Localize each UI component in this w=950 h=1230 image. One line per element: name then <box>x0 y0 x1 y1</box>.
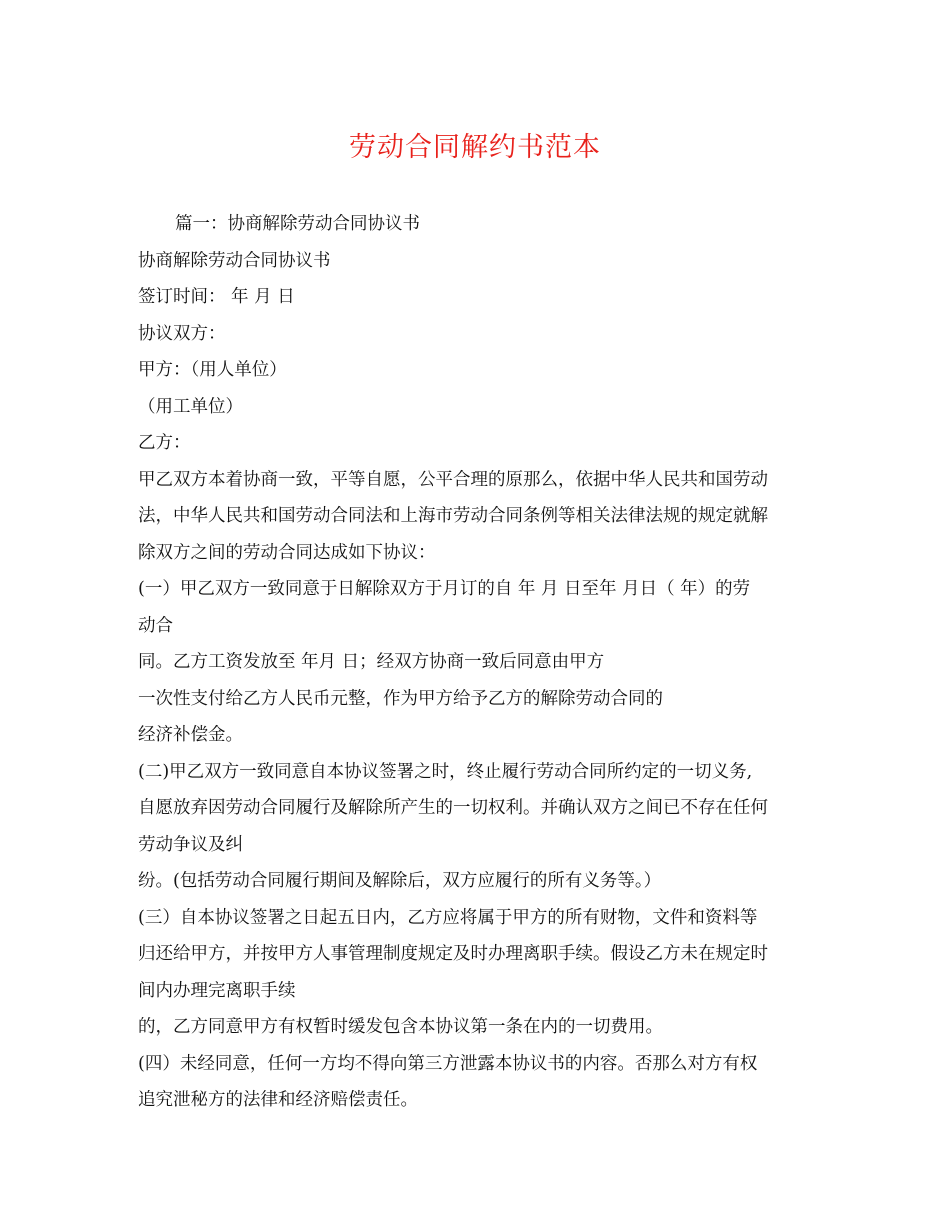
text-line: 纷。(包括劳动合同履行期间及解除后，双方应履行的所有义务等。） <box>138 871 662 891</box>
text-line: (三）自本协议签署之日起五日内，乙方应将属于甲方的所有财物，文件和资料等 <box>138 907 758 928</box>
text-line: (二)甲乙双方一致同意自本协议签署之时，终止履行劳动合同所约定的一切义务, <box>138 761 753 782</box>
text-line: 经济补偿金。 <box>138 725 243 745</box>
text-line: 劳动争议及纠 <box>138 834 243 855</box>
text-line: （用工单位） <box>138 396 243 417</box>
text-line: 协商解除劳动合同协议书 <box>138 250 331 271</box>
text-line: 甲乙双方本着协商一致，平等自愿，公平合理的原那么，依据中华人民共和国劳动 <box>138 469 768 490</box>
section-heading: 篇一：协商解除劳动合同协议书 <box>175 214 420 234</box>
text-line: 乙方： <box>138 433 191 453</box>
text-line: 动合 <box>138 615 173 636</box>
text-line: 签订时间： 年 月 日 <box>138 287 295 307</box>
text-line: 自愿放弃因劳动合同履行及解除所产生的一切权利。并确认双方之间已不存在任何 <box>138 798 768 818</box>
text-line: 协议双方： <box>138 323 226 344</box>
text-line: 法，中华人民共和国劳动合同法和上海市劳动合同条例等相关法律法规的规定就解 <box>138 506 768 526</box>
text-line: 的，乙方同意甲方有权暂时缓发包含本协议第一条在内的一切费用。 <box>138 1017 663 1037</box>
text-line: 一次性支付给乙方人民币元整，作为甲方给予乙方的解除劳动合同的 <box>138 688 663 709</box>
text-line: 归还给甲方，并按甲方人事管理制度规定及时办理离职手续。假设乙方未在规定时 <box>138 944 768 964</box>
text-line: 同。乙方工资发放至 年月 日；经双方协商一致后同意由甲方 <box>138 652 605 672</box>
text-line: (一）甲乙双方一致同意于日解除双方于月订的自 年 月 日至年 月日（ 年）的劳 <box>138 579 751 599</box>
text-line: 间内办理完离职手续 <box>138 980 296 1001</box>
document-title: 劳动合同解约书范本 <box>349 132 601 163</box>
text-line: 追究泄秘方的法律和经济赔偿责任。 <box>138 1090 418 1110</box>
text-line: (四）未经同意，任何一方均不得向第三方泄露本协议书的内容。否那么对方有权 <box>138 1053 758 1074</box>
text-line: 除双方之间的劳动合同达成如下协议： <box>138 542 436 563</box>
document-body <box>138 206 818 1119</box>
text-line: 甲方：（用人单位） <box>138 360 287 380</box>
